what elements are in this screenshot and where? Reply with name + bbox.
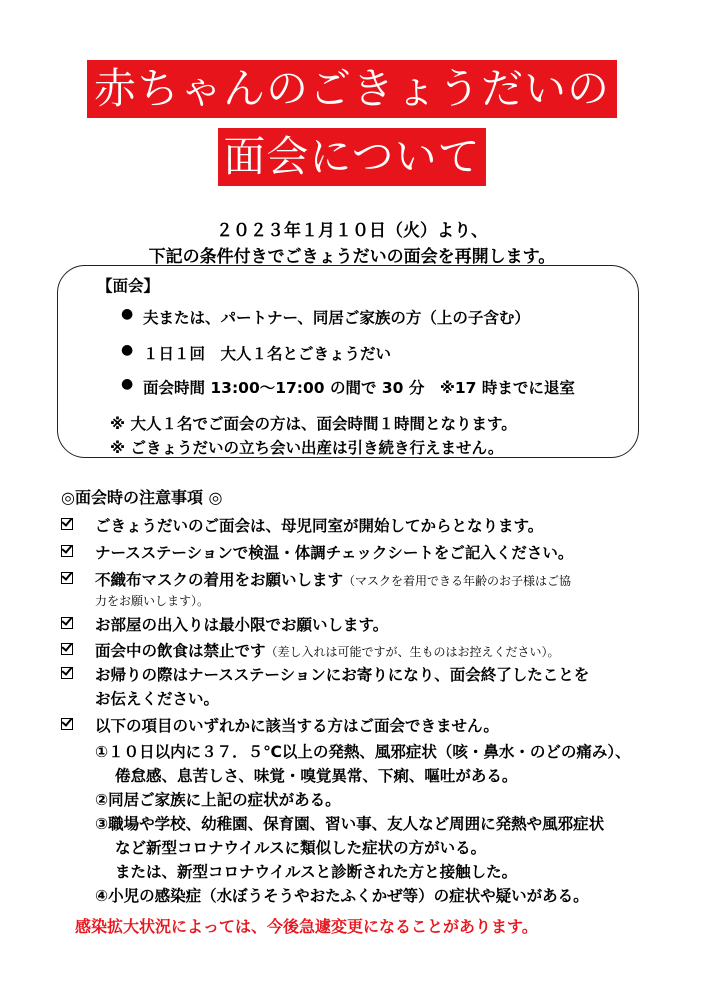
checkbox-icon	[61, 718, 73, 730]
intro-description-line: 下記の条件付きでごきょうだいの面会を再開します。	[148, 247, 556, 267]
visit-bullet-2: １日１回 大人１名とごきょうだい	[143, 345, 392, 363]
visit-note-2: ※ ごきょうだいの立ち会い出産は引き続き行えません。	[110, 439, 504, 457]
condition-3-line-3: または、新型コロナウイルスと診断された方と接触した。	[115, 863, 518, 881]
condition-2: ②同居ご家族に上記の症状がある。	[95, 791, 341, 809]
notice-heading: ◎面会時の注意事項 ◎	[61, 488, 223, 507]
condition-3-line-2: など新型コロナウイルスに類似した症状の方がいる。	[115, 839, 487, 857]
bullet-icon: ●	[121, 342, 134, 358]
title-line-1: 赤ちゃんのごきょうだいの	[87, 60, 617, 118]
notice-item-2: ナースステーションで検温・体調チェックシートをご記入ください。	[95, 544, 574, 562]
notice-item-3-text: 不織布マスクの着用をお願いします	[95, 571, 344, 589]
bullet-icon: ●	[121, 376, 134, 392]
notice-item-6-continued: お伝えください。	[95, 690, 220, 708]
condition-1-line-2: 倦怠感、息苦しさ、味覚・嗅覚異常、下痢、嘔吐がある。	[115, 767, 518, 785]
visit-box-heading: 【面会】	[97, 277, 160, 295]
footer-warning: 感染拡大状況によっては、今後急遽変更になることがあります。	[75, 917, 538, 936]
visit-bullet-1: 夫または、パートナー、同居ご家族の方（上の子含む）	[143, 309, 530, 327]
checkbox-icon	[61, 518, 73, 530]
intro-date-line: ２０２３年１月１０日（火）より、	[216, 221, 488, 241]
notice-item-5-text: 面会中の飲食は禁止です	[95, 642, 266, 660]
notice-item-5-note: （差し入れは可能ですが、生ものはお控えください）。	[265, 645, 560, 659]
notice-item-1: ごきょうだいのご面会は、母児同室が開始してからとなります。	[95, 517, 544, 535]
notice-item-3-continued: 力をお願いします）。	[95, 594, 210, 608]
notice-item-4: お部屋の出入りは最小限でお願いします。	[95, 616, 389, 634]
checkbox-icon	[61, 643, 73, 655]
checkbox-icon	[61, 667, 73, 679]
notice-item-6: お帰りの際はナースステーションにお寄りになり、面会終了したことを	[95, 666, 590, 684]
notice-item-3	[95, 568, 571, 590]
visit-note-1: ※ 大人１名でご面会の方は、面会時間１時間となります。	[110, 415, 517, 433]
title-line-2: 面会について	[218, 128, 486, 186]
checkbox-icon	[61, 545, 73, 557]
checkbox-icon	[61, 572, 73, 584]
bullet-icon: ●	[121, 306, 134, 322]
notice-item-3-note: （マスクを着用できる年齢のお子様はご協	[343, 574, 572, 588]
condition-1-line-1: ①１０日以内に３７．５℃以上の発熱、風邪症状（咳・鼻水・のどの痛み）、	[95, 743, 631, 761]
condition-4: ④小児の感染症（水ぼうそうやおたふくかぜ等）の症状や疑いがある。	[95, 887, 589, 905]
notice-item-5	[95, 639, 560, 661]
visit-bullet-3: 面会時間 13:00～17:00 の間で 30 分 ※17 時までに退室	[143, 379, 575, 397]
notice-item-7: 以下の項目のいずれかに該当する方はご面会できません。	[95, 717, 499, 735]
checkbox-icon	[61, 617, 73, 629]
condition-3-line-1: ③職場や学校、幼稚園、保育園、習い事、友人など周囲に発熱や風邪症状	[95, 815, 605, 833]
